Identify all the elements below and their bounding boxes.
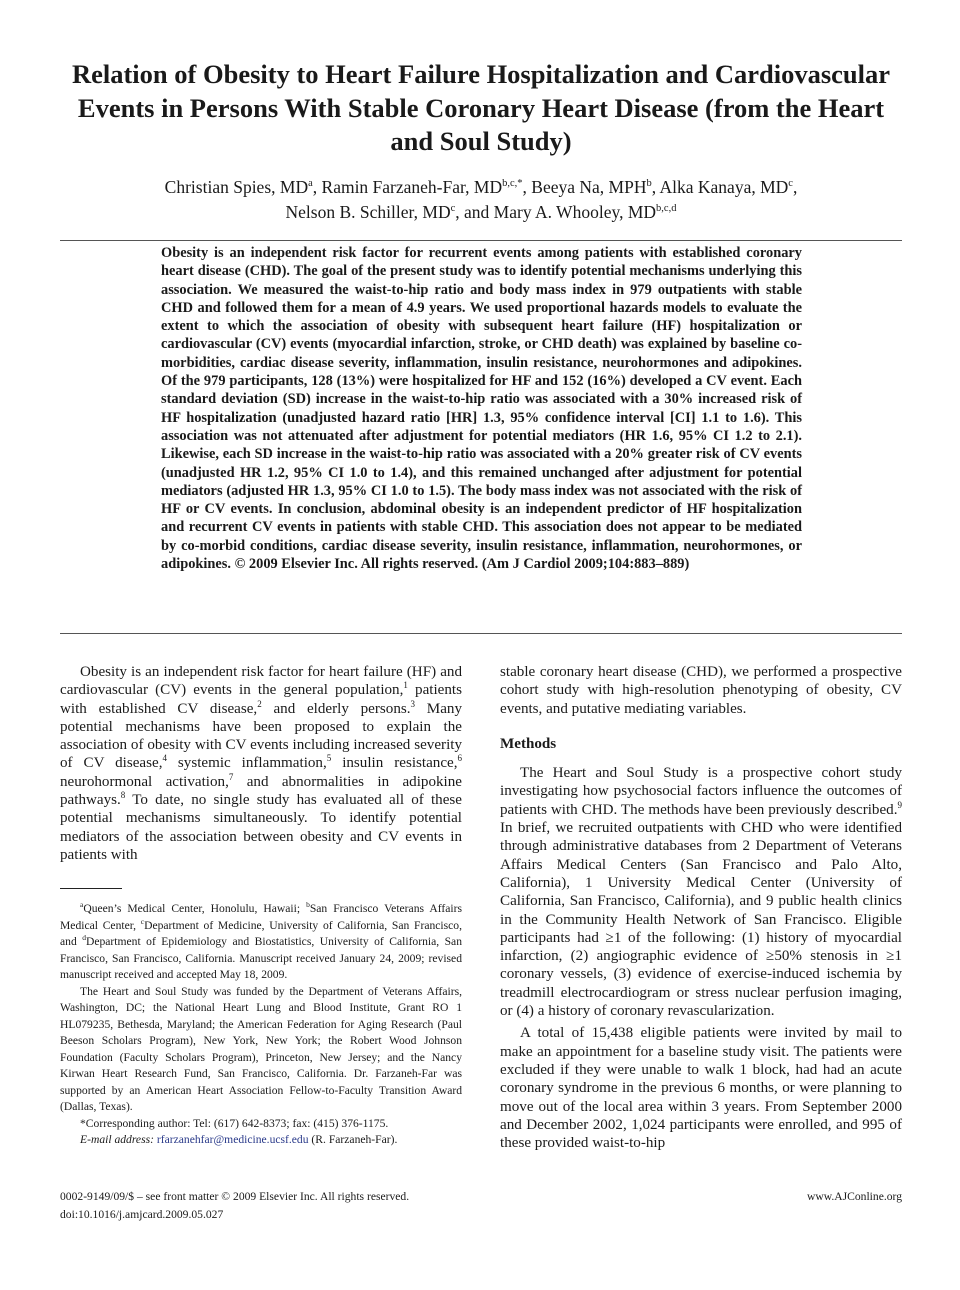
text-run: The Heart and Soul Study is a prospective cohort study investigating how psychosocial factors influence the outcomes of patients with CHD. The methods have been previously described. bbox=[500, 765, 902, 818]
reference-superscript: 4 bbox=[162, 753, 167, 764]
author-affiliation-mark: b bbox=[646, 178, 652, 189]
author-affiliation-mark: c bbox=[450, 203, 456, 214]
author-affiliation-mark: c bbox=[788, 178, 793, 189]
footnote-corresponding: *Corresponding author: Tel: (617) 642-8373; fax: (415) 376-1175. bbox=[80, 1116, 389, 1130]
author-name: Beeya Na, MPH bbox=[531, 177, 647, 197]
text-run: Many potential mechanisms have been proposed to explain the association of obesity with CV events including increased severity of CV disease, bbox=[60, 700, 462, 772]
reference-superscript: b bbox=[306, 900, 310, 909]
text-run: insulin resistance, bbox=[331, 755, 458, 772]
abstract: Obesity is an independent risk factor for recurrent events among patients with established coronary heart disease (CHD). The goal of the present study was to identify potential mechanisms underlying this association. We measured the waist-to-hip ratio and body mass index in 979 outpatients with stable CHD and followed them for a mean of 4.9 years. We used proportional hazards models to evaluate the extent to which the association of obesity with subsequent heart failure (HF) hospitalization or cardiovascular (CV) events (myocardial infarction, stroke, or CHD death) was explained by baseline co-morbidities, cardiac disease severity, inflammation, insulin resistance, neurohormones and adipokines. Of the 979 participants, 128 (13%) were hospitalized for HF and 152 (16%) developed a CV event. Each standard deviation (SD) increase in the waist-to-hip ratio was associated with a 30% increased risk of HF hospitalization (unadjusted hazard ratio [HR] 1.3, 95% confidence interval [CI] 1.1 to 1.6). This association was not attenuated after adjustment for potential mediators (HR 1.6, 95% CI 1.2 to 2.1). Likewise, each SD increase in the waist-to-hip ratio was associated with a 20% greater risk of CV events (unadjusted HR 1.2, 95% CI 1.0 to 1.4), and this remained unchanged after adjustment for potential mediators (adjusted HR 1.3, 95% CI 1.0 to 1.5). The body mass index was not associated with the risk of HF or CV events. In conclusion, abdominal obesity is an independent predictor of HF hospitalization and recurrent CV events in patients with stable CHD. This association does not appear to be mediated by co-morbid conditions, cardiac disease severity, insulin resistance, inflammation, neurohormones, or adipokines. © 2009 Elsevier Inc. All rights reserved. (Am J Cardiol 2009;104:883–889) bbox=[161, 245, 802, 573]
email-name: (R. Farzaneh-Far). bbox=[308, 1133, 398, 1146]
text-run: To date, no single study has evaluated all of these potential mechanisms simultaneously. To identify potential mediators of the association between obesity and CV events in patients with bbox=[60, 792, 462, 863]
author-name: Ramin Farzaneh-Far, MD bbox=[321, 177, 503, 197]
reference-superscript: 1 bbox=[403, 680, 408, 691]
footnote-email-line bbox=[60, 1132, 462, 1149]
reference-superscript: 3 bbox=[410, 698, 416, 709]
text-run: patients with established CV disease, bbox=[60, 682, 462, 717]
reference-superscript: 8 bbox=[120, 790, 126, 801]
author-separator: , bbox=[522, 177, 532, 197]
author-separator: , bbox=[312, 177, 322, 197]
author-name: Mary A. Whooley, MD bbox=[493, 202, 657, 222]
text-run: Obesity is an independent risk factor for heart failure (HF) and cardiovascular (CV) events in the general population, bbox=[60, 664, 462, 699]
footnote-affiliations bbox=[60, 901, 462, 984]
author-separator: , and bbox=[455, 202, 494, 222]
author-affiliation-mark: a bbox=[308, 178, 313, 189]
email-link[interactable]: rfarzanehfar@medicine.ucsf.edu bbox=[156, 1133, 309, 1146]
footer-url[interactable]: www.AJConline.org bbox=[806, 1190, 902, 1203]
reference-superscript: 7 bbox=[228, 771, 234, 782]
left-column bbox=[60, 663, 462, 864]
methods-paragraph-2: A total of 15,438 eligible patients were invited by mail to make an appointment for a baseline study visit. The patients were excluded if they were unable to walk 1 block, had had an acute coronary syndrome in the previous 6 months, or were planning to move out of the local area within 3 years. From September 2000 and December 2002, 1,024 participants were enrolled, and 995 of these provided waist-to-hip bbox=[500, 1025, 902, 1152]
author-affiliation-mark: b,c,* bbox=[502, 178, 523, 189]
article-title: Relation of Obesity to Heart Failure Hospitalization and Cardiovascular Events in Persons With Stable Coronary Heart Disease (from the Heart and Soul Study) bbox=[71, 59, 891, 156]
text-run: In brief, we recruited outpatients with CHD who were identified through administrative databases from 2 Department of Veterans Affairs Medical Centers (San Francisco and Palo Alto, California), 1 University Medical Center (University of California, San Francisco, California), and 9 public health clinics in the Community Health Network of San Francisco. Eligible participants had ≥1 of the following: (1) history of myocardial infarction, (2) angiographic evidence of ≥50% stenosis in ≥1 coronary vessels, (3) evidence of exercise-induced ischemia by treadmill electrocardiogram or stress nuclear perfusion imaging, or (4) a history of coronary revascularization. bbox=[500, 820, 902, 1020]
reference-superscript: 5 bbox=[326, 753, 332, 764]
author-affiliation-mark: b,c,d bbox=[656, 203, 677, 214]
footnote-rule bbox=[60, 888, 122, 889]
reference-superscript: 9 bbox=[897, 799, 902, 810]
intro-continued: stable coronary heart disease (CHD), we performed a prospective cohort study with high-resolution phenotyping of obesity, CV events, and putative mediating variables. bbox=[500, 664, 902, 717]
author-name: Nelson B. Schiller, MD bbox=[285, 202, 451, 222]
text-run: San Francisco Veterans Affairs Medical Center, bbox=[60, 902, 462, 932]
footnotes bbox=[60, 901, 462, 1149]
reference-superscript: 2 bbox=[257, 698, 262, 709]
reference-superscript: a bbox=[80, 900, 84, 909]
author-list bbox=[60, 175, 902, 225]
methods-heading: Methods bbox=[500, 735, 557, 752]
author-name: Alka Kanaya, MD bbox=[659, 177, 789, 197]
reference-superscript: c bbox=[140, 916, 145, 926]
author-separator: , bbox=[651, 177, 660, 197]
abstract-bottom-rule bbox=[60, 633, 902, 634]
reference-superscript: d bbox=[82, 933, 86, 942]
intro-paragraph bbox=[60, 663, 462, 864]
text-run: Queen’s Medical Center, Honolulu, Hawaii; bbox=[83, 902, 307, 915]
right-column bbox=[500, 663, 902, 1152]
text-run: systemic inflammation, bbox=[166, 755, 327, 772]
author-name: Christian Spies, MD bbox=[164, 177, 309, 197]
methods-paragraph-1 bbox=[500, 764, 902, 1020]
text-run: and abnormalities in adipokine pathways. bbox=[60, 773, 462, 809]
author-separator: , bbox=[792, 177, 798, 197]
text-run: Department of Medicine, University of California, San Francisco, and bbox=[60, 918, 462, 948]
text-run: neurohormonal activation, bbox=[60, 773, 229, 790]
email-label: E-mail address: bbox=[80, 1133, 154, 1146]
footnote-funding: The Heart and Soul Study was funded by the Department of Veterans Affairs, Washington, DC; the National Heart Lung and Blood Institute, Grant RO 1 HL079235, Bethesda, Maryland; the American Federation for Aging Research (Paul Beeson Scholars Program), New York, New York; the Robert Wood Johnson Foundation (Faculty Scholars Program), Princeton, New Jersey; and the Nancy Kirwan Heart Research Fund, San Francisco, California. Dr. Farzaneh-Far was supported by an American Heart Association Fellow-to-Faculty Transition Award (Dallas, Texas). bbox=[60, 984, 462, 1113]
text-run: Department of Epidemiology and Biostatistics, University of California, San Francisco, San Francisco, California. Manuscript received January 24, 2009; revised manuscript received and accepted May 18, 2009. bbox=[60, 935, 463, 981]
abstract-top-rule bbox=[60, 240, 902, 241]
footer-doi[interactable]: doi:10.1016/j.amjcard.2009.05.027 bbox=[60, 1207, 224, 1221]
reference-superscript: 6 bbox=[457, 753, 462, 764]
footer-issn: 0002-9149/09/$ – see front matter © 2009 Elsevier Inc. All rights reserved. bbox=[60, 1190, 410, 1203]
text-run: and elderly persons. bbox=[261, 700, 411, 717]
footer-left bbox=[60, 1188, 409, 1223]
